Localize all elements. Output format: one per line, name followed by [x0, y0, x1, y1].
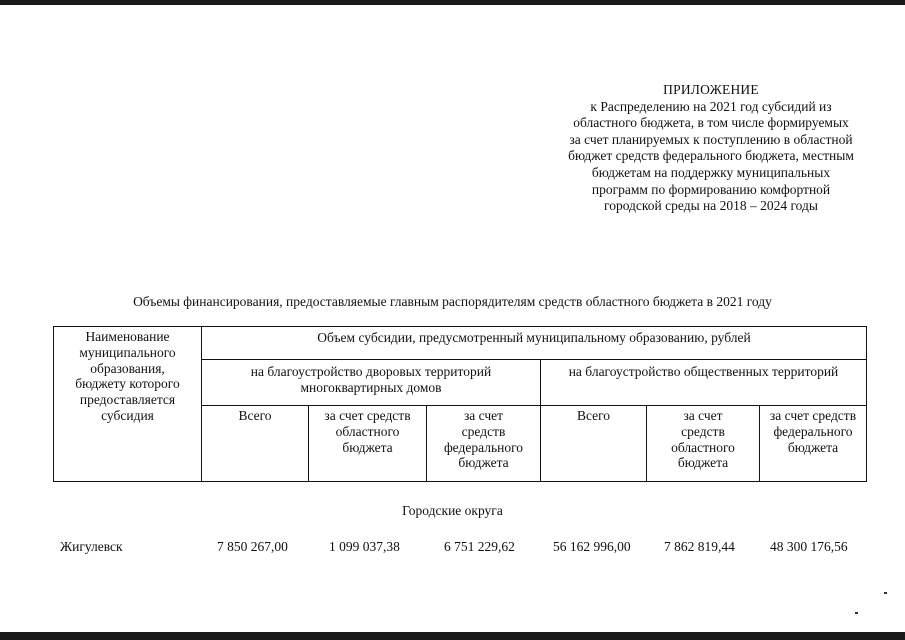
- row-value-public-federal: 48 300 176,56: [770, 539, 848, 554]
- yard-regional-header: за счет средств областного бюджета: [309, 406, 427, 482]
- row-name: Жигулевск: [60, 539, 123, 554]
- appendix-line: к Распределению на 2021 год субсидий из: [590, 98, 832, 114]
- row-value-yard-total: 7 850 267,00: [217, 539, 288, 554]
- appendix-line: областного бюджета, в том числе формируемых: [573, 115, 849, 131]
- appendix-line: бюджет средств федерального бюджета, местным: [568, 148, 854, 164]
- scan-edge-top: [0, 0, 905, 5]
- appendix-line: программ по формированию комфортной: [591, 181, 831, 197]
- appendix-line: за счет планируемых к поступлению в областной: [569, 131, 853, 147]
- appendix-line: городской среды на 2018 – 2024 годы: [604, 198, 818, 214]
- section-label: Городские округа: [402, 503, 503, 518]
- row-value-public-regional: 7 862 819,44: [664, 539, 735, 554]
- appendix-title: ПРИЛОЖЕНИЕ: [663, 82, 759, 97]
- yard-total-header: Всего: [202, 406, 309, 482]
- table-caption: Объемы финансирования, предоставляемые главным распорядителям средств областного бюджета в 2021 году: [133, 294, 772, 309]
- row-value-yard-regional: 1 099 037,38: [329, 539, 400, 554]
- appendix-header: [540, 82, 882, 215]
- yard-federal-header: за счет средств федерального бюджета: [427, 406, 541, 482]
- subsidy-header: Объем субсидии, предусмотренный муниципальному образованию, рублей: [202, 327, 867, 360]
- public-federal-header: за счет средств федерального бюджета: [760, 406, 867, 482]
- row-value-yard-federal: 6 751 229,62: [444, 539, 515, 554]
- yard-group-header: на благоустройство дворовых территорий многоквартирных домов: [202, 360, 541, 406]
- row-value-public-total: 56 162 996,00: [553, 539, 631, 554]
- public-group-header: на благоустройство общественных территорий: [541, 360, 867, 406]
- scan-speck: [855, 612, 858, 614]
- table-row: [0, 539, 905, 557]
- appendix-line: бюджетам на поддержку муниципальных: [591, 164, 831, 180]
- scan-edge-bottom: [0, 632, 905, 640]
- scan-speck: [884, 592, 887, 594]
- name-column-header: Наименование муниципального образования, бюджету которого предоставляется субсидия: [54, 327, 202, 482]
- header-table: [53, 326, 867, 482]
- public-total-header: Всего: [541, 406, 647, 482]
- public-regional-header: за счет средств областного бюджета: [647, 406, 760, 482]
